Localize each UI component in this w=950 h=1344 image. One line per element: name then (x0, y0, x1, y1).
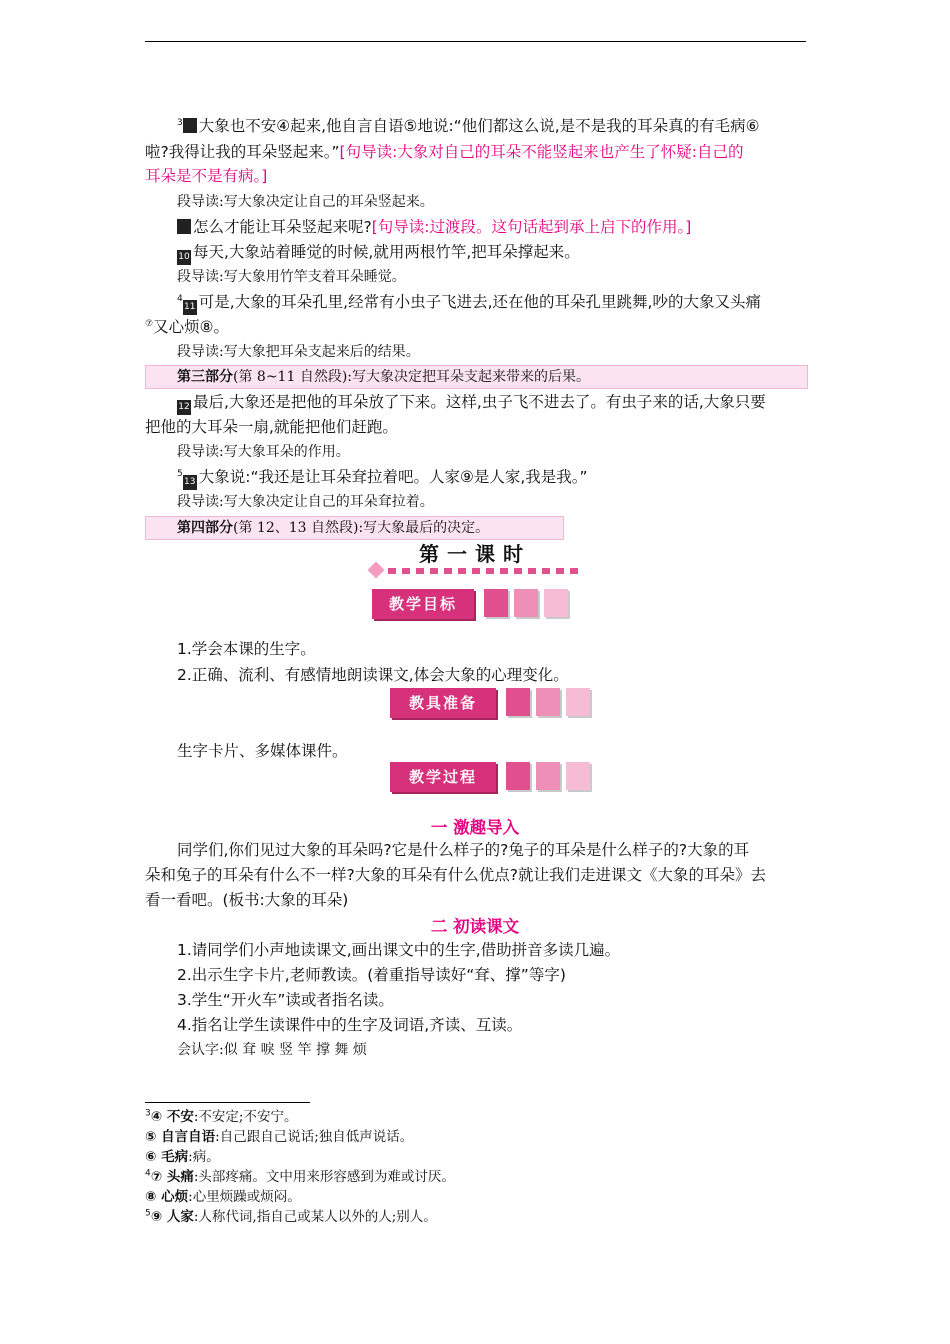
footnote-rule (145, 1102, 310, 1103)
transition-sentence: 怎么才能让耳朵竖起来呢?[句导读:过渡段。这句话起到承上启下的作用。] (145, 216, 805, 238)
banner-square (536, 762, 560, 790)
paragraph-9-line-3: 耳朵是不是有病。] (145, 167, 268, 185)
footnote: $^5$⑨ 人家:人称代词,指自己或某人以外的人;别人。 (145, 1208, 437, 1225)
section-1-line-2: 朵和兔子的耳朵有什么不一样?大象的耳朵有什么优点?就让我们走进课文《大象的耳朵》去 (145, 866, 766, 884)
paragraph-11-line-2: ⑦又心烦⑧。 (145, 318, 229, 336)
sentence-guide: [句导读:大象对自己的耳朵不能竖起来也产生了怀疑:自己的 (339, 143, 744, 161)
sentence-guide: [句导读:过渡段。这句话起到承上启下的作用。] (371, 218, 692, 236)
footnote-marker: ⑦ (145, 318, 154, 329)
paragraph-11-line-1: $^4$11 可是,大象的耳朵孔里,经常有小虫子飞进去,还在他的耳朵孔里跳舞,吵的大象又头痛 (145, 291, 805, 315)
paragraph-number-icon (177, 219, 191, 234)
footnote: $^4$⑦ 头痛:头部疼痛。文中用来形容感到为难或讨厌。 (145, 1168, 455, 1185)
paragraph-12-line-2: 把他的大耳朵一扇,就能把他们赶跑。 (145, 418, 398, 436)
footnote-marker: 4 (177, 293, 183, 304)
paragraph-number-icon: 10 (177, 250, 191, 265)
paragraph-number-icon: 11 (183, 300, 197, 315)
banner-square (536, 688, 560, 716)
section-2-title: 二 初读课文 (430, 917, 520, 936)
paragraph-10: 10 每天,大象站着睡觉的时候,就用两根竹竿,把耳朵撑起来。 (145, 241, 805, 265)
banner-square (484, 589, 508, 617)
title-decoration (370, 562, 580, 580)
section-2-item: 2.出示生字卡片,老师教读。(着重指导读好“耷、撑”等字) (177, 966, 566, 984)
banner-square (566, 688, 590, 716)
banner-square (506, 688, 530, 716)
section-2-item: 1.请同学们小声地读课文,画出课文中的生字,借助拼音多读几遍。 (177, 941, 621, 959)
footnote: ⑤ 自言自语:自己跟自己说话;独自低声说话。 (145, 1129, 414, 1145)
footnote: ⑧ 心烦:心里烦躁或烦闷。 (145, 1189, 301, 1205)
paragraph-number-icon (183, 118, 197, 133)
section-1-title: 一 激趣导入 (430, 818, 520, 837)
teaching-process-banner: 教学过程 (390, 762, 600, 792)
paragraph-guide: 段导读:写大象用竹竿支着耳朵睡觉。 (177, 269, 406, 285)
teaching-prep-banner: 教具准备 (390, 688, 600, 718)
paragraph-guide: 段导读:写大象把耳朵支起来后的结果。 (177, 344, 420, 360)
paragraph-number-icon: 13 (183, 475, 197, 490)
section-1-line-1: 同学们,你们见过大象的耳朵吗?它是什么样子的?兔子的耳朵是什么样子的?大象的耳 (177, 841, 750, 859)
banner-square (566, 762, 590, 790)
footnote-marker: 3 (177, 117, 183, 128)
section-2-item: 4.指名让学生读课件中的生字及词语,齐读、互读。 (177, 1016, 523, 1034)
lesson-title: 第一课时 (419, 542, 531, 566)
banner-square (514, 589, 538, 617)
paragraph-guide: 段导读:写大象决定让自己的耳朵竖起来。 (177, 194, 434, 210)
footnote-marker: 5 (177, 468, 183, 479)
paragraph-12-line-1: 12 最后,大象还是把他的耳朵放了下来。这样,虫子飞不进去了。有虫子来的话,大象只要 (145, 391, 805, 415)
teaching-goals-banner: 教学目标 (372, 589, 582, 619)
header-rule (145, 41, 806, 42)
paragraph-guide: 段导读:写大象耳朵的作用。 (177, 444, 350, 460)
paragraph-9-line-2: 啦?我得让我的耳朵竖起来。”[句导读:大象对自己的耳朵不能竖起来也产生了怀疑:自己的 (145, 143, 744, 161)
paragraph-guide: 段导读:写大象决定让自己的耳朵耷拉着。 (177, 494, 434, 510)
recognized-characters: 会认字:似 耷 唳 竖 竿 撑 舞 烦 (177, 1042, 367, 1058)
goal-item: 2.正确、流利、有感情地朗读课文,体会大象的心理变化。 (177, 666, 569, 684)
footnote: ⑥ 毛病:病。 (145, 1149, 220, 1165)
goal-item: 1.学会本课的生字。 (177, 640, 316, 658)
paragraph-9-line-1: $^3$ 大象也不安④起来,他自言自语⑤地说:“他们都这么说,是不是我的耳朵真的有毛病⑥ (177, 117, 760, 135)
paragraph-13: $^5$13 大象说:“我还是让耳朵耷拉着吧。人家⑨是人家,我是我。” (145, 466, 805, 490)
section-2-item: 3.学生“开火车”读或者指名读。 (177, 991, 394, 1009)
prep-text: 生字卡片、多媒体课件。 (177, 742, 348, 760)
part-4-summary: 第四部分(第 12、13 自然段):写大象最后的决定。 (177, 520, 490, 536)
section-1-line-3: 看一看吧。(板书:大象的耳朵) (145, 891, 349, 909)
part-3-summary: 第三部分(第 8~11 自然段):写大象决定把耳朵支起来带来的后果。 (177, 369, 590, 385)
footnote: $^3$④ 不安:不安定;不安宁。 (145, 1108, 298, 1125)
banner-square (544, 589, 568, 617)
paragraph-number-icon: 12 (177, 400, 191, 415)
banner-square (506, 762, 530, 790)
